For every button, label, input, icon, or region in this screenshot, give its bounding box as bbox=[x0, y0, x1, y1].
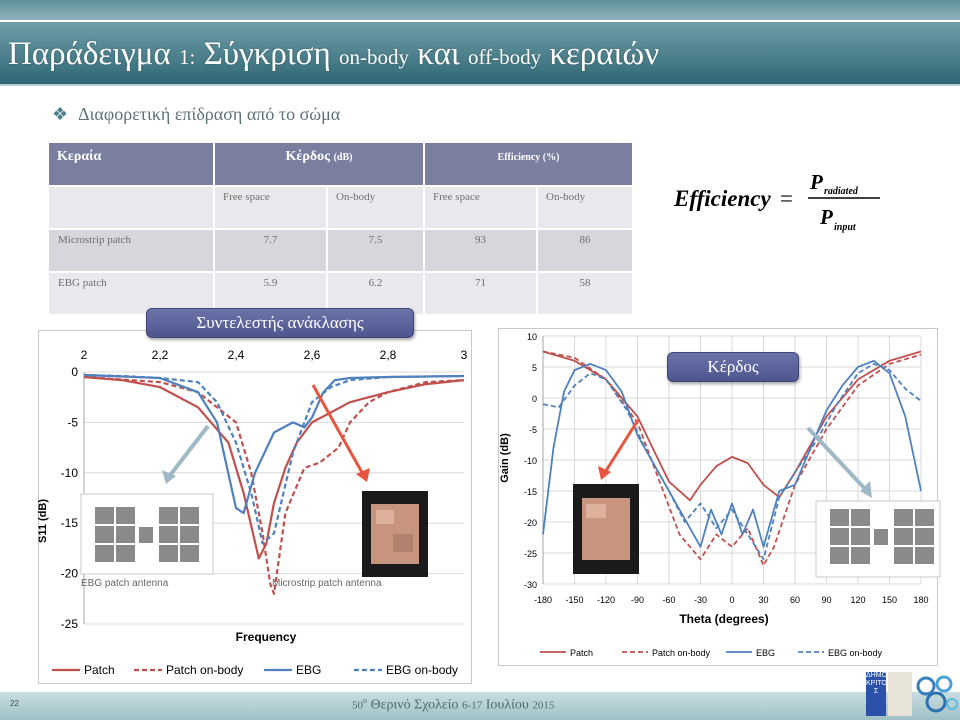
gain-x-tick-label: -30 bbox=[693, 595, 708, 605]
s11-x-tick-label: 2,2 bbox=[151, 348, 169, 362]
formula-lhs: Efficiency bbox=[674, 186, 771, 211]
gain-x-axis-label: Theta (degrees) bbox=[679, 612, 769, 626]
table-row bbox=[48, 229, 633, 272]
portrait-logo bbox=[888, 672, 912, 716]
table-header-efficiency: Efficiency (%) bbox=[424, 142, 633, 186]
gain-x-tick-label: 150 bbox=[881, 595, 898, 605]
gain-x-tick-label: 120 bbox=[850, 595, 866, 605]
footer-text: $50^o$ Θερινό Σχολείο 6-17 Ιουλίου 2015 bbox=[352, 696, 555, 713]
s11-callout: Συντελεστής ανάκλασης bbox=[146, 308, 414, 338]
formula-denominator-p: P bbox=[820, 205, 833, 229]
ebg-antenna-image bbox=[81, 494, 213, 574]
gain-y-tick-label: -20 bbox=[523, 518, 537, 528]
table-cell-name: EBG patch bbox=[48, 272, 214, 315]
s11-x-tick-label: 2,8 bbox=[379, 348, 397, 362]
gain-legend-label: EBG on-body bbox=[828, 648, 883, 658]
s11-x-tick-label: 2,4 bbox=[227, 348, 245, 362]
page-number: 22 bbox=[10, 699, 19, 708]
s11-y-tick-label: -25 bbox=[60, 617, 78, 631]
s11-legend-label: EBG bbox=[296, 663, 322, 677]
wave-logo bbox=[914, 672, 958, 716]
s11-x-tick-label: 3 bbox=[460, 348, 468, 362]
s11-y-axis-label: S11 (dB) bbox=[37, 498, 49, 544]
gain-x-tick-label: -60 bbox=[662, 595, 676, 605]
table-subheader: Free space bbox=[214, 186, 327, 229]
formula-denominator-sub: input bbox=[834, 222, 856, 233]
formula-numerator-sub: radiated bbox=[824, 186, 858, 197]
gain-y-tick-label: 0 bbox=[531, 394, 537, 404]
s11-y-tick-label: -15 bbox=[60, 516, 78, 531]
s11-y-tick-label: -5 bbox=[67, 415, 78, 430]
s11-x-axis-label: Frequency bbox=[235, 630, 297, 644]
gain-y-tick-label: -15 bbox=[523, 487, 537, 497]
formula-equals: = bbox=[780, 186, 793, 211]
ebg-antenna-image-right bbox=[816, 501, 940, 577]
table-cell-name: Microstrip patch bbox=[48, 229, 214, 272]
gain-x-tick-label: 60 bbox=[789, 595, 801, 605]
s11-x-tick-label: 2 bbox=[80, 348, 88, 362]
table-cell: 86 bbox=[537, 229, 633, 272]
ebg-antenna-caption: EBG patch antenna bbox=[81, 578, 169, 589]
gain-y-tick-label: 10 bbox=[526, 332, 537, 342]
efficiency-formula bbox=[672, 164, 902, 244]
table-cell: 93 bbox=[424, 229, 537, 272]
red-pointer-arrow-right bbox=[604, 420, 638, 474]
table-subheader: Free space bbox=[424, 186, 537, 229]
blue-pointer-arrow-left bbox=[168, 426, 208, 478]
gain-callout: Κέρδος bbox=[667, 352, 799, 382]
table-cell: 7.5 bbox=[327, 229, 424, 272]
table-cell: 58 bbox=[537, 272, 633, 315]
table-header-gain: Κέρδος (dB) bbox=[214, 142, 424, 186]
table-cell: 71 bbox=[424, 272, 537, 315]
slide-title: Παράδειγμα 1: Σύγκριση on-body και off-body κεραιών bbox=[8, 36, 660, 72]
s11-legend-label: Patch on-body bbox=[166, 663, 244, 677]
table-header-antenna: Κεραία bbox=[48, 142, 214, 186]
patch-antenna-photo-right bbox=[573, 484, 639, 574]
table-cell-empty bbox=[48, 186, 214, 229]
gain-x-tick-label: -180 bbox=[533, 595, 553, 605]
gain-x-tick-label: -150 bbox=[565, 595, 584, 605]
gain-y-tick-label: -5 bbox=[528, 425, 537, 435]
s11-y-tick-label: -10 bbox=[60, 465, 78, 480]
formula-numerator-p: P bbox=[810, 170, 823, 194]
gain-x-tick-label: 90 bbox=[821, 595, 832, 605]
s11-y-tick-label: 0 bbox=[71, 365, 78, 379]
gain-y-tick-label: -25 bbox=[523, 549, 537, 559]
gain-x-tick-label: -120 bbox=[596, 595, 616, 605]
gain-legend-label: Patch bbox=[570, 648, 594, 658]
patch-antenna-photo bbox=[362, 491, 428, 577]
table-cell: 5.9 bbox=[214, 272, 327, 315]
gain-x-tick-label: 30 bbox=[758, 595, 769, 605]
gain-y-tick-label: 5 bbox=[531, 363, 537, 373]
results-table bbox=[47, 141, 634, 316]
top-decor-band bbox=[0, 0, 960, 20]
table-subheader: On-body bbox=[327, 186, 424, 229]
s11-y-tick-label: -20 bbox=[60, 566, 78, 581]
bullet-text: Διαφορετική επίδραση από το σώμα bbox=[78, 104, 341, 124]
red-pointer-arrow-left bbox=[313, 385, 364, 476]
gain-x-tick-label: -90 bbox=[630, 595, 645, 605]
s11-legend-label: Patch bbox=[84, 663, 115, 677]
gain-legend-label: Patch on-body bbox=[652, 648, 711, 658]
table-cell: 6.2 bbox=[327, 272, 424, 315]
table-subheader: On-body bbox=[537, 186, 633, 229]
patch-antenna-caption: Microstrip patch antenna bbox=[272, 578, 382, 589]
gain-legend-label: EBG bbox=[756, 648, 776, 658]
diamond-bullet-icon: ❖ bbox=[52, 104, 69, 124]
table-cell: 7.7 bbox=[214, 229, 327, 272]
gain-y-tick-label: -30 bbox=[523, 580, 537, 590]
s11-chart bbox=[38, 330, 470, 682]
gain-x-tick-label: 0 bbox=[729, 595, 735, 605]
s11-legend-label: EBG on-body bbox=[386, 663, 459, 677]
gain-y-axis-label: Gain (dB) bbox=[499, 433, 511, 483]
s11-x-tick-label: 2,6 bbox=[303, 348, 321, 362]
university-logo: ΔΗΜΟ ΚΡΙΤΟ Σ bbox=[866, 672, 886, 716]
gain-y-tick-label: -10 bbox=[523, 456, 537, 466]
gain-x-tick-label: 180 bbox=[913, 595, 929, 605]
